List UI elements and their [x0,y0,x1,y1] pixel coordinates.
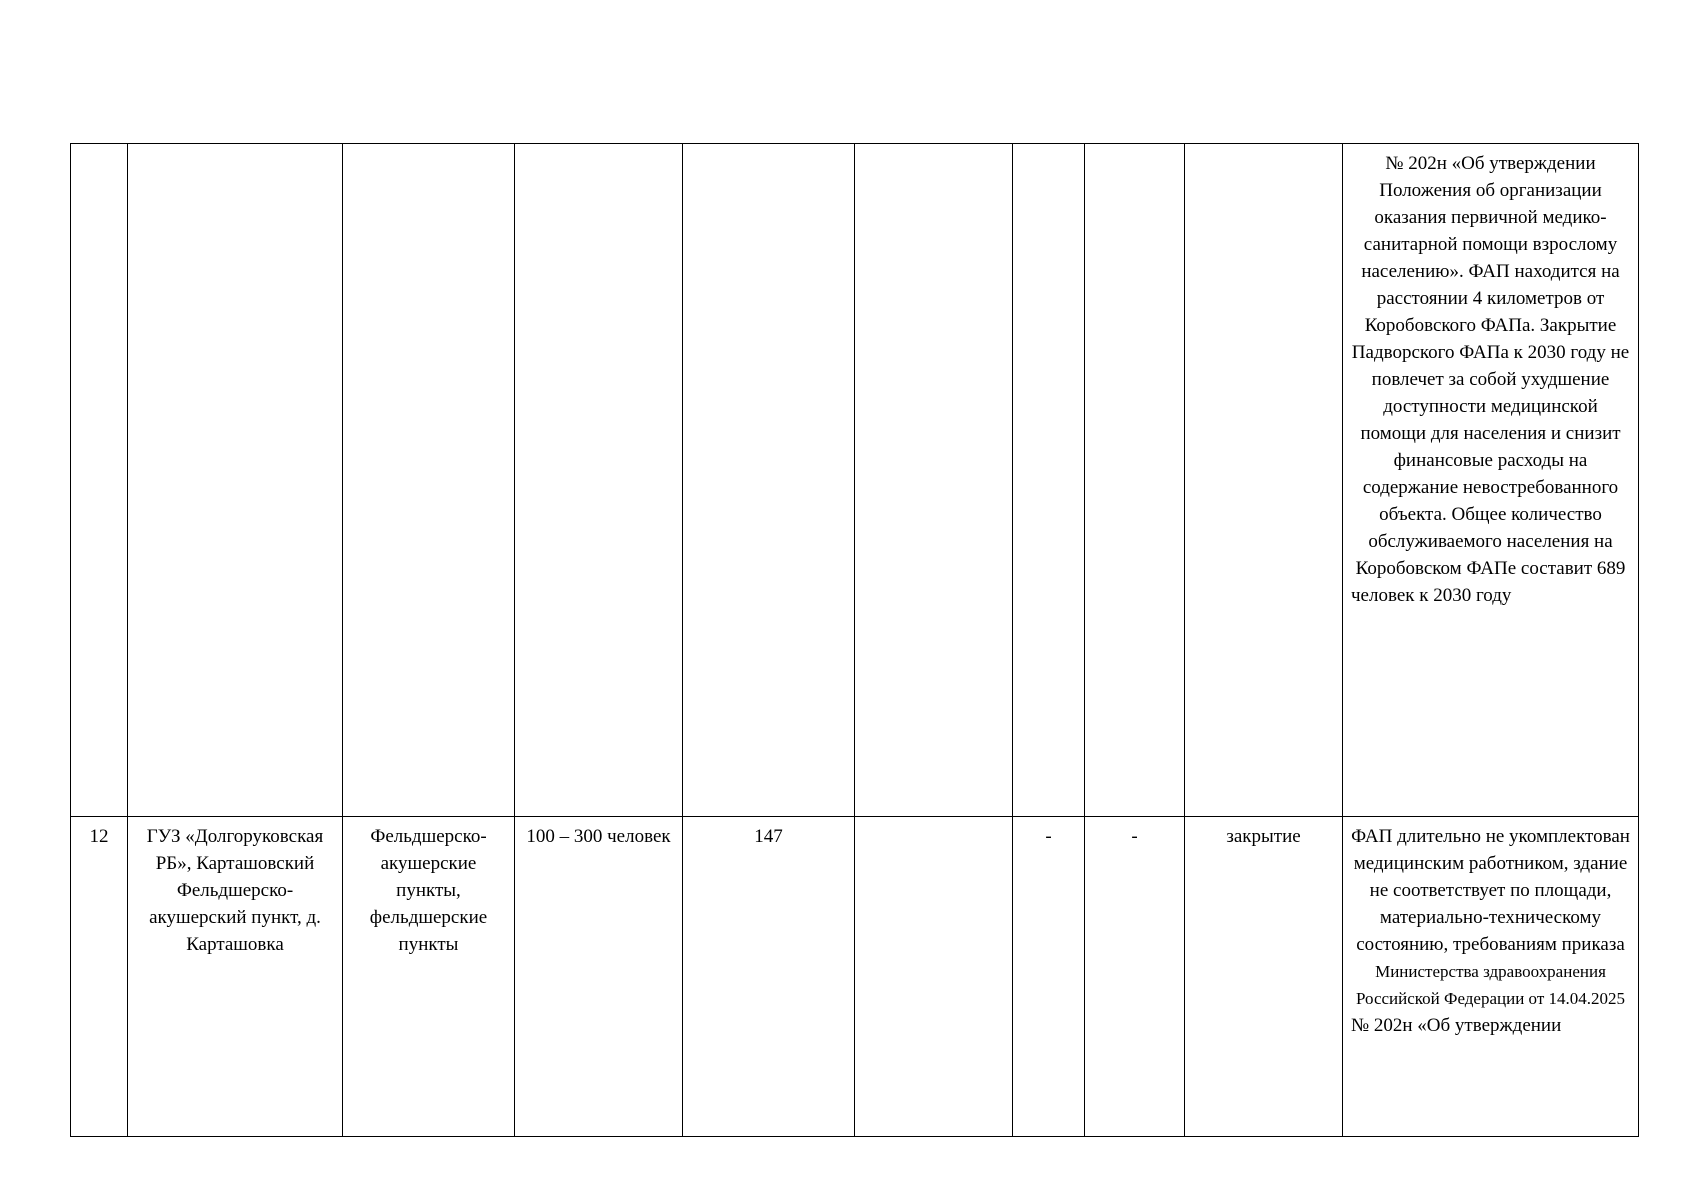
column-7-cell [1013,144,1085,817]
facilities-table [70,143,1639,1137]
action-cell: закрытие [1185,817,1343,1137]
facility-type-cell [343,144,515,817]
population-cell: 147 [683,817,855,1137]
action-cell [1185,144,1343,817]
facility-type-cell: Фельдшерско-акушерские пункты, фельдшерские пункты [343,817,515,1137]
column-6-cell [855,144,1013,817]
justification-text: ФАП длительно не укомплектован медицинским работником, здание не соответствует по площади, материально-техническому состоянию, требованиям приказа [1351,826,1630,955]
row-number-cell [71,144,128,817]
justification-cell [1343,817,1639,1137]
organization-cell [128,144,343,817]
column-8-cell [1085,144,1185,817]
column-6-cell [855,817,1013,1137]
table-row [71,817,1639,1137]
column-8-cell: - [1085,817,1185,1137]
column-7-cell: - [1013,817,1085,1137]
population-cell [683,144,855,817]
table-row [71,144,1639,817]
justification-cell: № 202н «Об утверждении Положения об организации оказания первичной медико-санитарной помощи взрослому населению». ФАП находится на расстоянии 4 километров от Коробовского ФАПа. Закрытие Падворского ФАПа к 2030 году не повлечет за собой ухудшение доступности медицинской помощи для населения и снизит финансовые расходы на содержание невостребованного объекта. Общее количество обслуживаемого населения на Коробовском ФАПе составит 689 человек к 2030 году [1343,144,1639,817]
justification-order-text: № 202н «Об утверждении [1351,1015,1562,1036]
norm-cell [515,144,683,817]
norm-cell: 100 – 300 человек [515,817,683,1137]
organization-cell: ГУЗ «Долгоруковская РБ», Карташовский Фельдшерско-акушерский пункт, д. Карташовка [128,817,343,1137]
justification-ministry-text: Министерства здравоохранения Российской Федерации от 14.04.2025 [1355,962,1626,1008]
row-number-cell: 12 [71,817,128,1137]
